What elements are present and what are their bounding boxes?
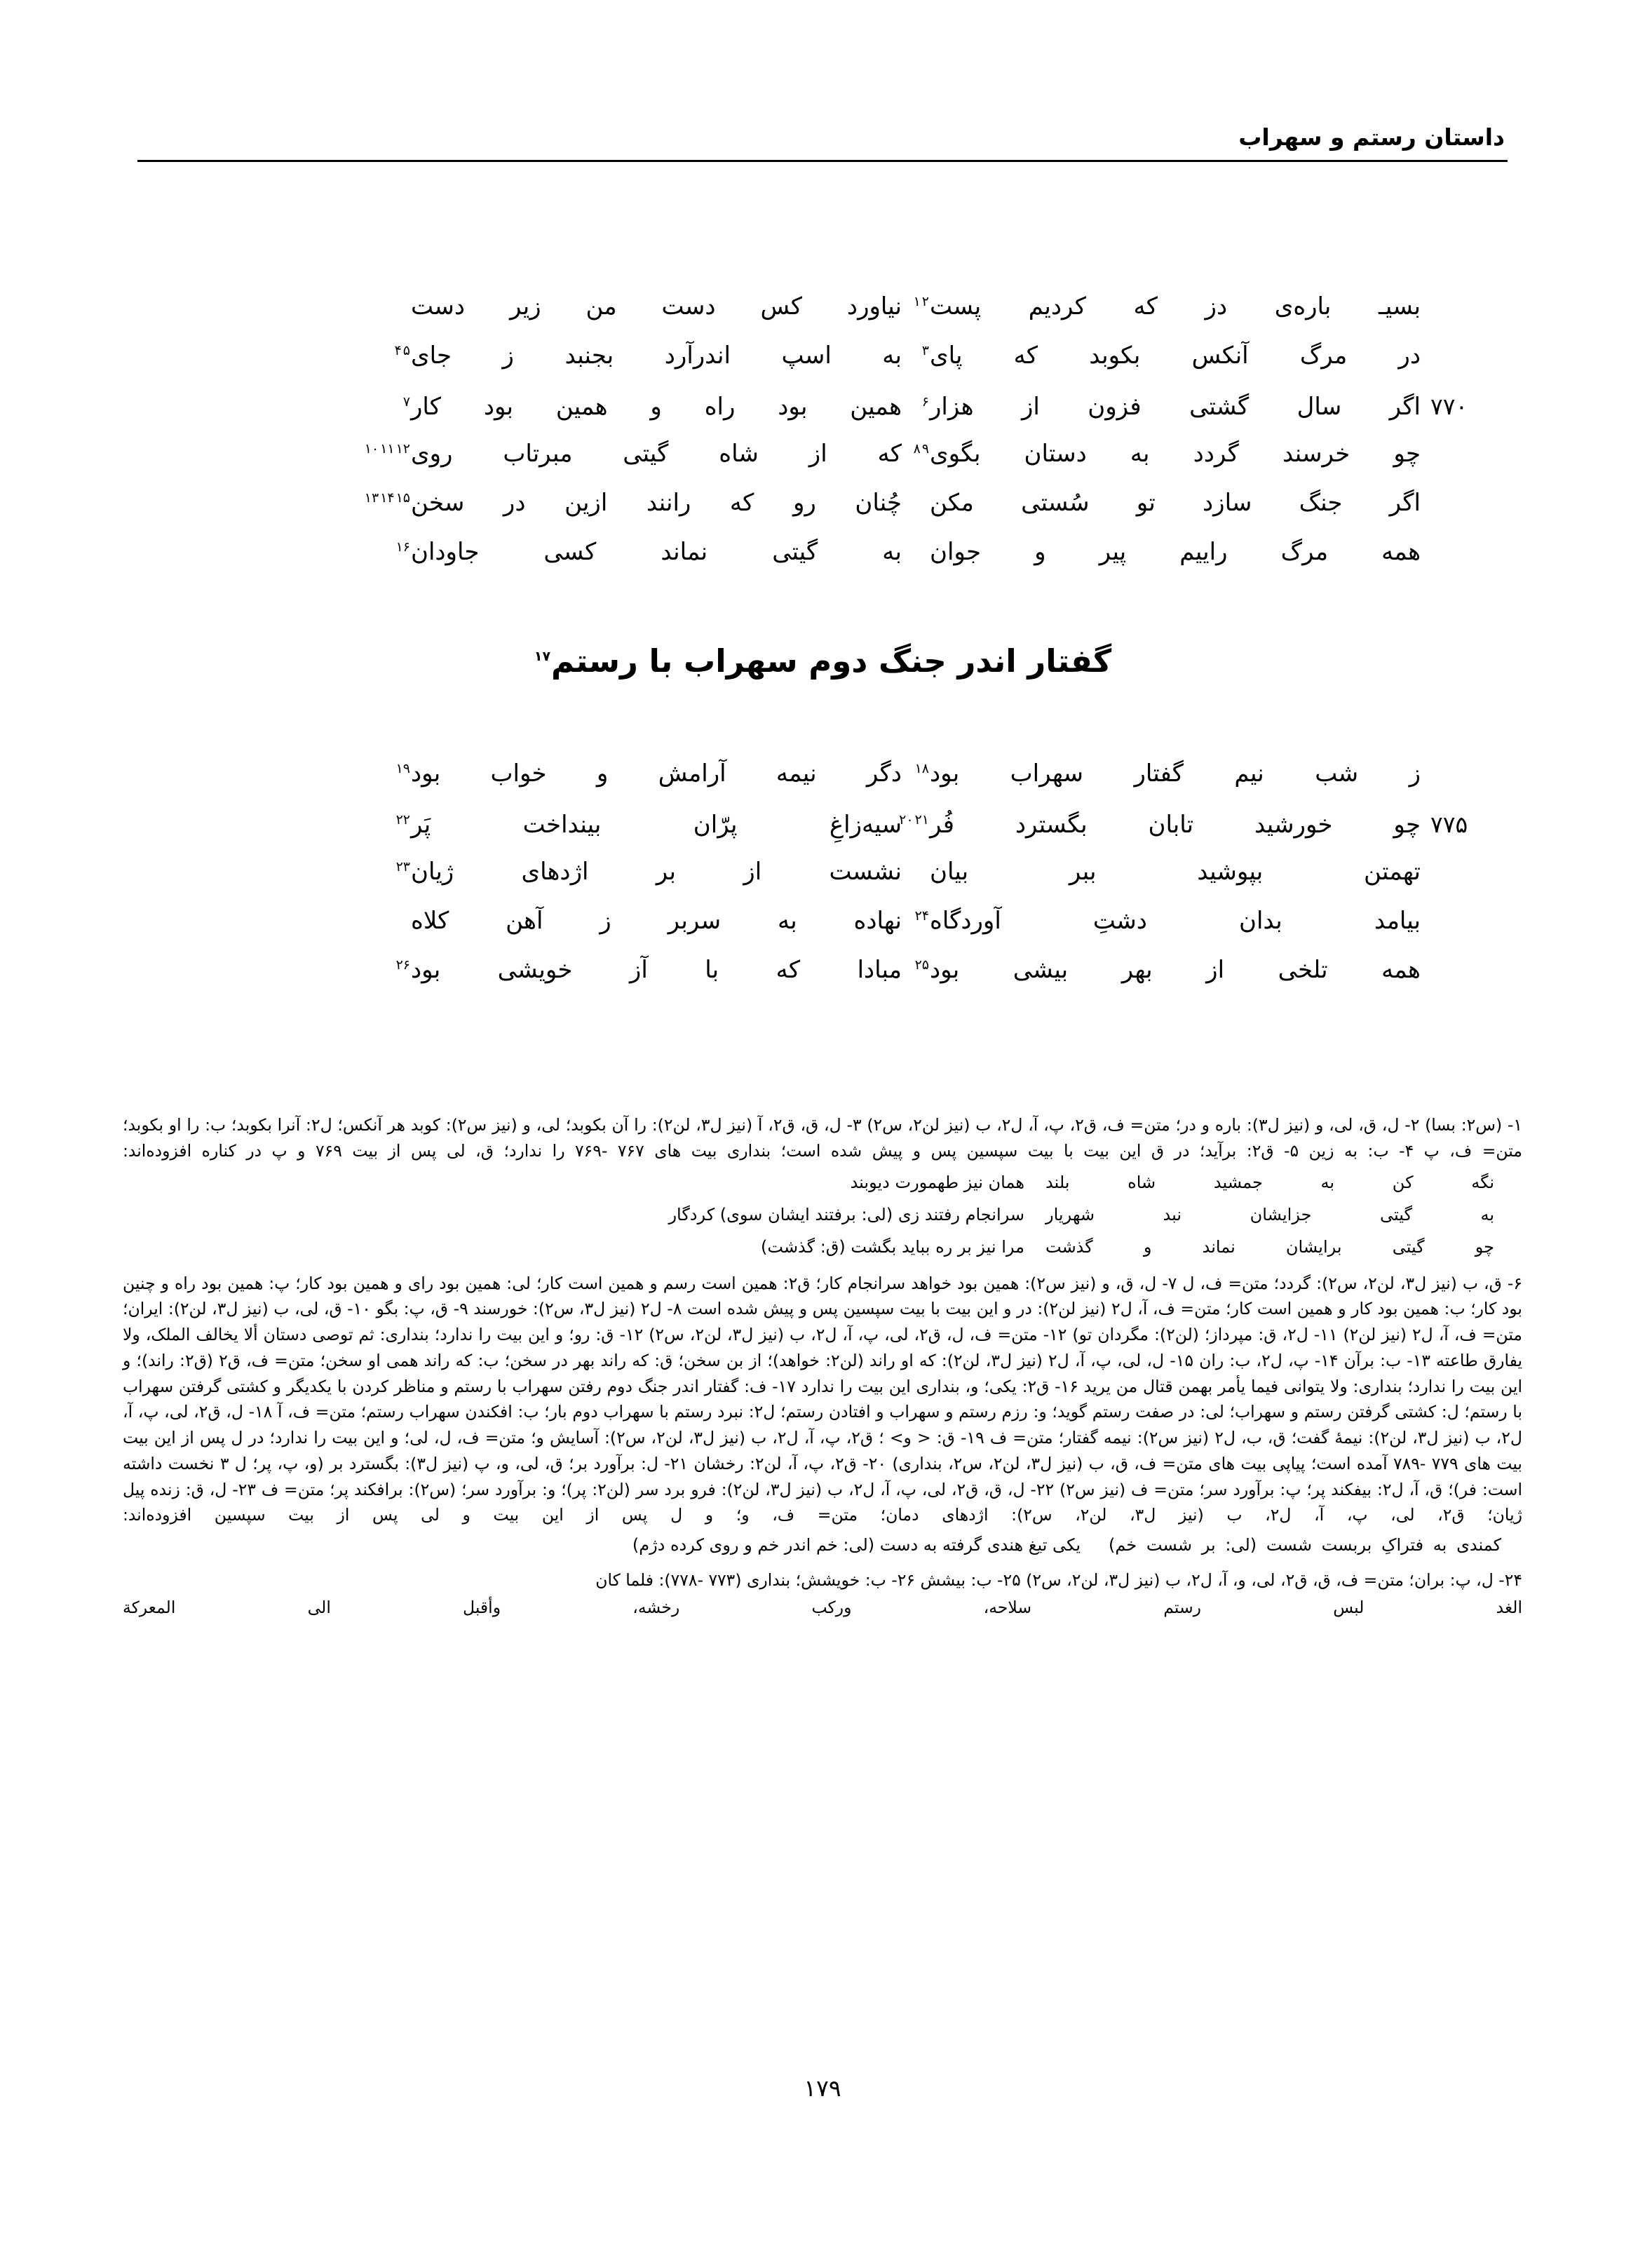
verse-row	[137, 442, 1508, 491]
hemistich-first-text: اگر جنگ سازد تو سُستی مکن	[930, 489, 1421, 517]
hemistich-first-text: تهمتن بپوشید ببر بیان	[930, 858, 1421, 886]
verse-block-second	[137, 762, 1508, 1007]
quoted-couplet-row	[151, 1202, 1494, 1234]
hemistich-second-text: سیه‌زاغِ پرّان بینداخت پَر	[411, 811, 902, 839]
quoted-couplet-row	[151, 1234, 1494, 1267]
quoted-couplet-row	[144, 1532, 1501, 1565]
quoted-hemistich-second: همان نیز طهمورت دیوبند	[850, 1172, 1024, 1192]
footnote-marker: ۱۹	[395, 760, 410, 776]
footnote-marker: ۲	[921, 293, 929, 309]
footnote-marker: ۱۳	[364, 490, 379, 506]
hemistich-second	[411, 292, 902, 320]
hemistich-first-text: بیامد بدان دشتِ آوردگاه	[930, 907, 1421, 935]
hemistich-first	[930, 860, 1421, 884]
footnote-marker: ۶	[921, 393, 929, 410]
hemistich-first	[899, 811, 1421, 839]
footnote-marker: ۸	[913, 440, 921, 457]
header-rule	[137, 160, 1508, 162]
verse-row	[137, 344, 1508, 393]
hemistich-second-text: نهاده به سربر ز آهن کلاه	[411, 907, 902, 935]
section-heading	[137, 642, 1508, 680]
hemistich-first	[914, 956, 1421, 984]
footnote-marker: ۲۱	[914, 811, 929, 828]
verse-row	[137, 909, 1508, 958]
verse-row	[137, 762, 1508, 811]
quoted-hemistich-first: کمندی به فتراکِ بربست شست (لی: بر شست خم)	[1109, 1535, 1501, 1555]
hemistich-second-text: نشست از بر اژدهای ژیان	[411, 858, 902, 886]
hemistich-second	[364, 489, 902, 517]
apparatus-paragraph-3: ۲۴- ل، پ: بران؛ متن= ف، ق، ق۲، لی، و، آ، ل۲، ب (نیز ل۳، لن۲، س۲) ۲۵- ب: بیشش ۲۶- ب: خویشش؛ بنداری (۷۷۳ -۷۷۸): فلما کان	[595, 1570, 1522, 1591]
footnote-marker: ۱	[913, 293, 921, 309]
hemistich-second	[395, 760, 902, 788]
hemistich-second	[394, 342, 902, 370]
footnote-marker: ۹	[921, 440, 929, 457]
footnote-marker: ۱۸	[914, 760, 929, 776]
hemistich-first	[930, 491, 1421, 515]
quoted-hemistich-first: چو گیتی برایشان نماند و گذشت	[1045, 1236, 1494, 1257]
footnote-marker: ۳	[921, 342, 929, 358]
hemistich-second	[402, 393, 902, 421]
quoted-hemistich-first: نگه کن به جمشید شاه بلند	[1045, 1172, 1494, 1192]
verse-number: ۷۷۵	[1430, 811, 1468, 838]
apparatus-quoted-couplets-1	[123, 1170, 1522, 1267]
hemistich-first-text: بسیـ بار‌ه‌ی دز که کردیم پست	[930, 292, 1421, 320]
footnote-marker: ۷	[402, 393, 410, 410]
hemistich-first	[930, 540, 1421, 564]
hemistich-first	[914, 760, 1421, 788]
hemistich-second-text: به اسپ اندرآرد بجنبد ز جای	[411, 342, 902, 370]
footnote-marker: ۵	[402, 342, 410, 358]
verse-row	[137, 491, 1508, 540]
footnote-marker: ۱۶	[395, 539, 410, 555]
hemistich-second	[395, 811, 902, 839]
hemistich-first-text: در مرگ آنکس بکوبد که پای	[930, 342, 1421, 370]
apparatus-arabic-tail: الغد لبس رستم سلاحه، ورکب رخشه، وأقبل الی المعرکة	[123, 1597, 1522, 1617]
apparatus-paragraph-1: ۱- (س۲: بسا) ۲- ل، ق، لی، و (نیز ل۳): باره و در؛ متن= ف، ق۲، پ، آ، ل۲، ب (نیز لن۲، س۲) ۳- ل، ق، ق۲، آ (نیز ل۳، لن۲): را آن بکوبد؛ لی، و (نیز س۲): کوبد هر آنکس؛ ل۲: آنرا بکوبد؛ ب: را او بکوبد؛ متن= ف، پ ۴- ب: به زین ۵- ق۲: برآید؛ در ق این بیت با بیت سپسین پس و پیش شده است؛ بنداری بیت های ۷۶۷ -۷۶۹ را ندارد؛ ق، لی پس از بیت ۷۶۹ و پ در کناره افزوده‌اند:	[123, 1115, 1523, 1161]
verse-row	[137, 958, 1508, 1007]
footnote-marker: ۲۶	[395, 957, 410, 973]
verse-number: ۷۷۰	[1430, 393, 1468, 420]
quoted-hemistich-first: به گیتی جزایشان نبد شهریار	[1045, 1204, 1494, 1224]
section-heading-footnote-marker: ۱۷	[534, 649, 551, 664]
hemistich-second-text: که از شاه گیتی مبرتاب روی	[411, 440, 902, 468]
footnote-marker: ۱۲	[395, 440, 410, 457]
hemistich-first-text: چو خرسند گردد به دستان بگوی	[930, 440, 1421, 468]
verse-block-first	[137, 292, 1508, 589]
quoted-hemistich-second: سرانجام رفتند زی (لی: برفتند ایشان سوی) کردگار	[668, 1204, 1024, 1224]
footnote-marker: ۲۴	[914, 907, 929, 924]
verse-row	[137, 540, 1508, 589]
hemistich-first-text: چو خورشید تابان بگسترد فُر	[930, 811, 1421, 839]
hemistich-first	[913, 440, 1421, 468]
footnote-marker: ۱۵	[395, 490, 410, 506]
folio-number: ۱۷۹	[804, 2074, 841, 2102]
hemistich-first	[921, 393, 1421, 421]
footnote-marker: ۲۰	[899, 811, 914, 828]
hemistich-second-text: دگر نیمه آرامش و خواب بود	[411, 760, 902, 788]
apparatus-quoted-couplets-2	[123, 1532, 1522, 1565]
hemistich-second	[395, 956, 902, 984]
hemistich-first-text: اگر سال گشتی فزون از هزار	[930, 393, 1421, 421]
verse-row	[137, 811, 1508, 860]
section-heading-title: گفتار اندر جنگ دوم سهراب با رستم	[551, 642, 1112, 680]
hemistich-second	[364, 440, 902, 468]
hemistich-second	[395, 858, 902, 886]
footnote-marker: ۱۱	[380, 440, 395, 457]
footnote-marker: ۱۰	[364, 440, 379, 457]
hemistich-first-text: همه تلخی از بهر بیشی بود	[930, 956, 1421, 984]
hemistich-second-text: نیاورد کس دست من زیر دست	[411, 292, 902, 320]
hemistich-second-text: مبادا که با آز خویشی بود	[411, 956, 902, 984]
hemistich-second-text: همین بود راه و همین بود کار	[411, 393, 902, 421]
verse-row	[137, 860, 1508, 909]
page-header	[137, 125, 1508, 162]
apparatus-paragraph-2: ۶- ق، ب (نیز ل۳، لن۲، س۲): گردد؛ متن= ف، ل ۷- ل، ق، و (نیز س۲): همین بود خواهد سرانجام کار؛ ق۲: همین است رسم و همین است کار؛ لی: همین بود رای و همین بود کار؛ پ: همین بود راه و چنین بود کار؛ ب: همین بود کار و همین است کار؛ متن= ف، آ، ل۲ (نیز لن۲): در و این بیت با بیت سپسین پس و پیش شده است ۸- ل۲ (نیز ل۳، س۲): خورسند ۹- ق، پ: بگو ۱۰- ق، لی، ب (نیز ل۳، لن۲): ایران؛ متن= ف، آ، ل۲ (نیز لن۲) ۱۱- ل۲، ق: مپرداز؛ (لن۲): مگردان تو) ۱۲- متن= ف، ل، ق۲، لی، پ، آ، ل۲، ب (نیز ل۳، لن۲، س۲) ۱۲- ق: رو؛ و این بیت را ندارد؛ بنداری: ثم توصی دستان ألا یخالف الملک، ولا یفارق طاعته ۱۳- ب: برآن ۱۴- پ، ل۲، ب: ران ۱۵- ل، لی، پ، آ، ل۲ (نیز ل۳، لن۲): که او راند (لن۲: خواهد)؛ از بن سخن؛ ق: که راند بهر در سخن؛ ب: که راند همی او سخن؛ متن= ف، ق۲ (ق۲: راند)؛ و این بیت را ندارد؛ بنداری: ولا یتوانی فیما یأمر بهمن قتال من یرید ۱۶- ق۲: یکی؛ و، بنداری این بیت را ندارد ۱۷- ف: گفتار اندر جنگ دوم رفتن سهراب با رستم و مناظر کردن با یکدیگر و کشتی گرفتن سهراب با رستم؛ ل: کشتی گرفتن رستم و سهراب؛ لی: در صفت رستم گوید؛ و: رزم رستم و سهراب و افتادن رستم؛ ل۲: نبرد رستم با سهراب دوم بار؛ ب: افکندن سهراب رستم؛ متن= ف، آ ۱۸- ل، ق۲، لی، پ، آ، ل۲، ب (نیز ل۳، لن۲): نیمهٔ گفت؛ ق، ب، ل۲ (نیز س۲): نیمه گفتار؛ متن= ف ۱۹- ق: < و> ؛ ق۲، پ، آ، ل۲، ب (نیز ل۳، لن۲، س۲): آسایش و؛ متن= ف، ل، لی؛ و این بیت را ندارد؛ در ل پس از این بیت بیت های ۷۷۹ -۷۸۹ آمده است؛ پیاپی بیت های متن= ف، ق، ب (نیز ل۳، لن۲، س۲، بنداری) ۲۰- ق۲، پ، آ، لن۲: رخشان ۲۱- ل: برآورد بر؛ ق، لی، و، پ (نیز ل۳): بگسترد بر (و، پ، پر؛ ل ۳ نخست داشته است: فر)؛ ق، آ، ل۲: بیفکند پر؛ پ: برآورد سر؛ متن= ف (نیز س۲) ۲۲- ل، ق، ق۲، لی، پ، آ، ل۲، ب (نیز ل۳، لن۲): فرو برد سر (لن۲: پر)؛ و: برآورد سر؛ (س۲): برافکند پر؛ متن= ف ۲۳- ل، ق: زنده پیل ژیان؛ ق۲، لی، پ، آ، ل۲، ب (نیز ل۳، لن۲، س۲): اژدهای دمان؛ متن= ف، و؛ و ل پس از این بیت و لی پس از بیت سپسین افزوده‌اند:	[123, 1273, 1523, 1525]
hemistich-second-text: چُنان رو که رانند ازین در سخن	[411, 489, 902, 517]
quoted-hemistich-second: مرا نیز بر ره بباید بگشت (ق: گذشت)	[761, 1236, 1024, 1257]
footnote-marker: ۴	[394, 342, 402, 358]
verse-row	[137, 292, 1508, 344]
running-head: داستان رستم و سهراب	[1238, 123, 1505, 151]
hemistich-first-text: ز شب نیم گفتار سهراب بود	[930, 760, 1421, 788]
footnote-marker: ۲۳	[395, 858, 410, 875]
footnote-marker: ۲۲	[395, 811, 410, 828]
critical-apparatus	[123, 1112, 1522, 1621]
hemistich-second-text: به گیتی نماند کسی جاودان	[411, 538, 902, 566]
hemistich-first	[913, 292, 1421, 320]
hemistich-first-text: همه مرگ راییم پیر و جوان	[930, 538, 1421, 566]
footnote-marker: ۲۵	[914, 957, 929, 973]
verse-row	[137, 393, 1508, 442]
hemistich-second	[395, 538, 902, 566]
hemistich-second	[411, 909, 902, 933]
quoted-couplet-row	[151, 1170, 1494, 1202]
hemistich-first	[921, 342, 1421, 370]
hemistich-first	[914, 907, 1421, 935]
quoted-hemistich-second: یکی تیغ هندی گرفته به دست (لی: خم اندر خم و روی کرده دژم)	[632, 1535, 1081, 1555]
footnote-marker: ۱۴	[380, 490, 395, 506]
